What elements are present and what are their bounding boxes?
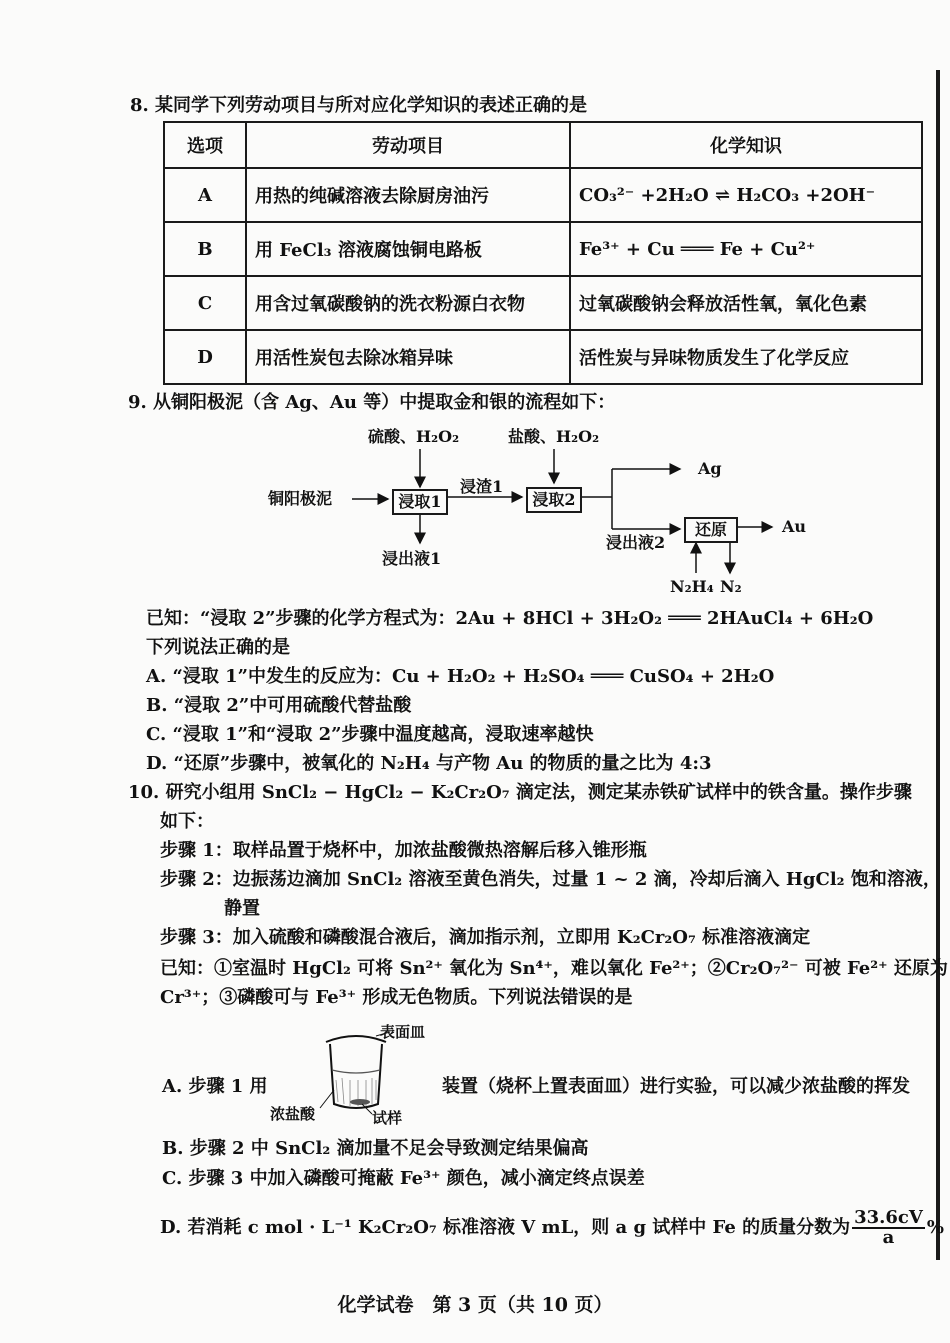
- q10-known-line1: 已知：①室温时 HgCl₂ 可将 Sn²⁺ 氧化为 Sn⁴⁺，难以氧化 Fe²⁺；②Cr₂O₇²⁻ 可被 Fe²⁺ 还原为: [160, 958, 948, 979]
- q10-option-a-text: 装置（烧杯上置表面皿）进行实验，可以减少浓盐酸的挥发: [442, 1076, 910, 1097]
- mass-fraction-formula: [852, 1209, 925, 1247]
- table-row: [164, 276, 922, 330]
- q10-option-d-prefix: D. 若消耗 c mol · L⁻¹ K₂Cr₂O₇ 标准溶液 V mL，则 a g 试样中 Fe 的质量分数为: [160, 1217, 851, 1238]
- q9-option-c: C. “浸取 1”和“浸取 2”步骤中温度越高，浸取速率越快: [146, 724, 594, 745]
- q9-flowchart: [260, 425, 820, 605]
- product-au-label: Au: [782, 517, 807, 536]
- leach-out-2-label: 浸出液2: [606, 533, 666, 552]
- beaker-illustration: [268, 1020, 428, 1130]
- q9-option-a: A. “浸取 1”中发生的反应为：Cu + H₂O₂ + H₂SO₄ ═══ CuSO₄ + 2H₂O: [146, 666, 775, 687]
- q9-stem: 9. 从铜阳极泥（含 Ag、Au 等）中提取金和银的流程如下：: [128, 392, 616, 413]
- row-task: 用 FeCl₃ 溶液腐蚀铜电路板: [246, 222, 570, 276]
- page-footer: 化学试卷 第 3 页（共 10 页）: [337, 1294, 613, 1316]
- percent-sign: %: [926, 1217, 944, 1238]
- q10-step3: 步骤 3：加入硫酸和磷酸混合液后，滴加指示剂，立即用 K₂Cr₂O₇ 标准溶液滴定: [160, 927, 811, 948]
- product-ag-label: Ag: [698, 459, 722, 478]
- q10-option-b: B. 步骤 2 中 SnCl₂ 滴加量不足会导致测定结果偏高: [162, 1138, 589, 1159]
- row-option: C: [164, 276, 246, 330]
- table-row: [164, 168, 922, 222]
- q9-option-d: D. “还原”步骤中，被氧化的 N₂H₄ 与产物 Au 的物质的量之比为 4:3: [146, 753, 712, 774]
- q10-option-a-prefix: A. 步骤 1 用: [162, 1076, 268, 1097]
- watch-glass-label: 表面皿: [380, 1023, 426, 1041]
- leach-out-1-label: 浸出液1: [382, 549, 442, 568]
- n2-label: N₂: [720, 577, 742, 596]
- step-2-box: 浸取2: [526, 487, 582, 513]
- header-option: 选项: [164, 122, 246, 168]
- header-knowledge: 化学知识: [570, 122, 922, 168]
- q10-option-c: C. 步骤 3 中加入磷酸可掩蔽 Fe³⁺ 颜色，减小滴定终点误差: [162, 1168, 645, 1189]
- row-task: 用含过氧碳酸钠的洗衣粉源白衣物: [246, 276, 570, 330]
- q10-stem-line2: 如下：: [160, 811, 214, 832]
- header-task: 劳动项目: [246, 122, 570, 168]
- step-3-box: 还原: [684, 517, 738, 543]
- q8-table-header: [164, 122, 922, 168]
- q9-option-b: B. “浸取 2”中可用硫酸代替盐酸: [146, 695, 412, 716]
- reagent-1-label: 硫酸、H₂O₂: [368, 427, 460, 446]
- q10-step1: 步骤 1：取样品置于烧杯中，加浓盐酸微热溶解后移入锥形瓶: [160, 840, 647, 861]
- q10-step2-line2: 静置: [224, 898, 260, 919]
- row-task: 用热的纯碱溶液去除厨房油污: [246, 168, 570, 222]
- table-row: [164, 330, 922, 384]
- page-edge-rule: [936, 70, 940, 1260]
- step-1-box: 浸取1: [392, 489, 448, 515]
- q10-known-line2: Cr³⁺；③磷酸可与 Fe³⁺ 形成无色物质。下列说法错误的是: [160, 987, 633, 1008]
- row-knowledge: 活性炭与异味物质发生了化学反应: [570, 330, 922, 384]
- start-material-label: 铜阳极泥: [268, 489, 333, 508]
- row-option: A: [164, 168, 246, 222]
- q10-option-d: [160, 1208, 944, 1248]
- row-option: D: [164, 330, 246, 384]
- row-knowledge: CO₃²⁻ +2H₂O ⇌ H₂CO₃ +2OH⁻: [570, 168, 922, 222]
- sample-label: 试样: [372, 1109, 403, 1127]
- reagent-2-label: 盐酸、H₂O₂: [508, 427, 600, 446]
- row-task: 用活性炭包去除冰箱异味: [246, 330, 570, 384]
- row-knowledge: 过氧碳酸钠会释放活性氧，氧化色素: [570, 276, 922, 330]
- q10-stem-line1: 10. 研究小组用 SnCl₂ − HgCl₂ − K₂Cr₂O₇ 滴定法，测定某赤铁矿试样中的铁含量。操作步骤: [128, 782, 912, 803]
- fraction-numerator: 33.6cV: [854, 1207, 923, 1228]
- q8-stem: 8. 某同学下列劳动项目与所对应化学知识的表述正确的是: [130, 95, 588, 116]
- row-option: B: [164, 222, 246, 276]
- q9-known: 已知：“浸取 2”步骤的化学方程式为：2Au + 8HCl + 3H₂O₂ ═══ 2HAuCl₄ + 6H₂O: [146, 608, 874, 629]
- n2h4-label: N₂H₄: [670, 577, 714, 596]
- table-row: [164, 222, 922, 276]
- q10-step2-line1: 步骤 2：边振荡边滴加 SnCl₂ 溶液至黄色消失，过量 1 ~ 2 滴，冷却后滴入 HgCl₂ 饱和溶液，: [160, 869, 941, 890]
- q8-table: [163, 121, 923, 385]
- q9-ask: 下列说法正确的是: [146, 637, 290, 658]
- conc-hcl-label: 浓盐酸: [270, 1105, 316, 1123]
- fraction-denominator: a: [882, 1227, 895, 1248]
- row-knowledge: Fe³⁺ + Cu ═══ Fe + Cu²⁺: [570, 222, 922, 276]
- residue-1-label: 浸渣1: [460, 477, 504, 496]
